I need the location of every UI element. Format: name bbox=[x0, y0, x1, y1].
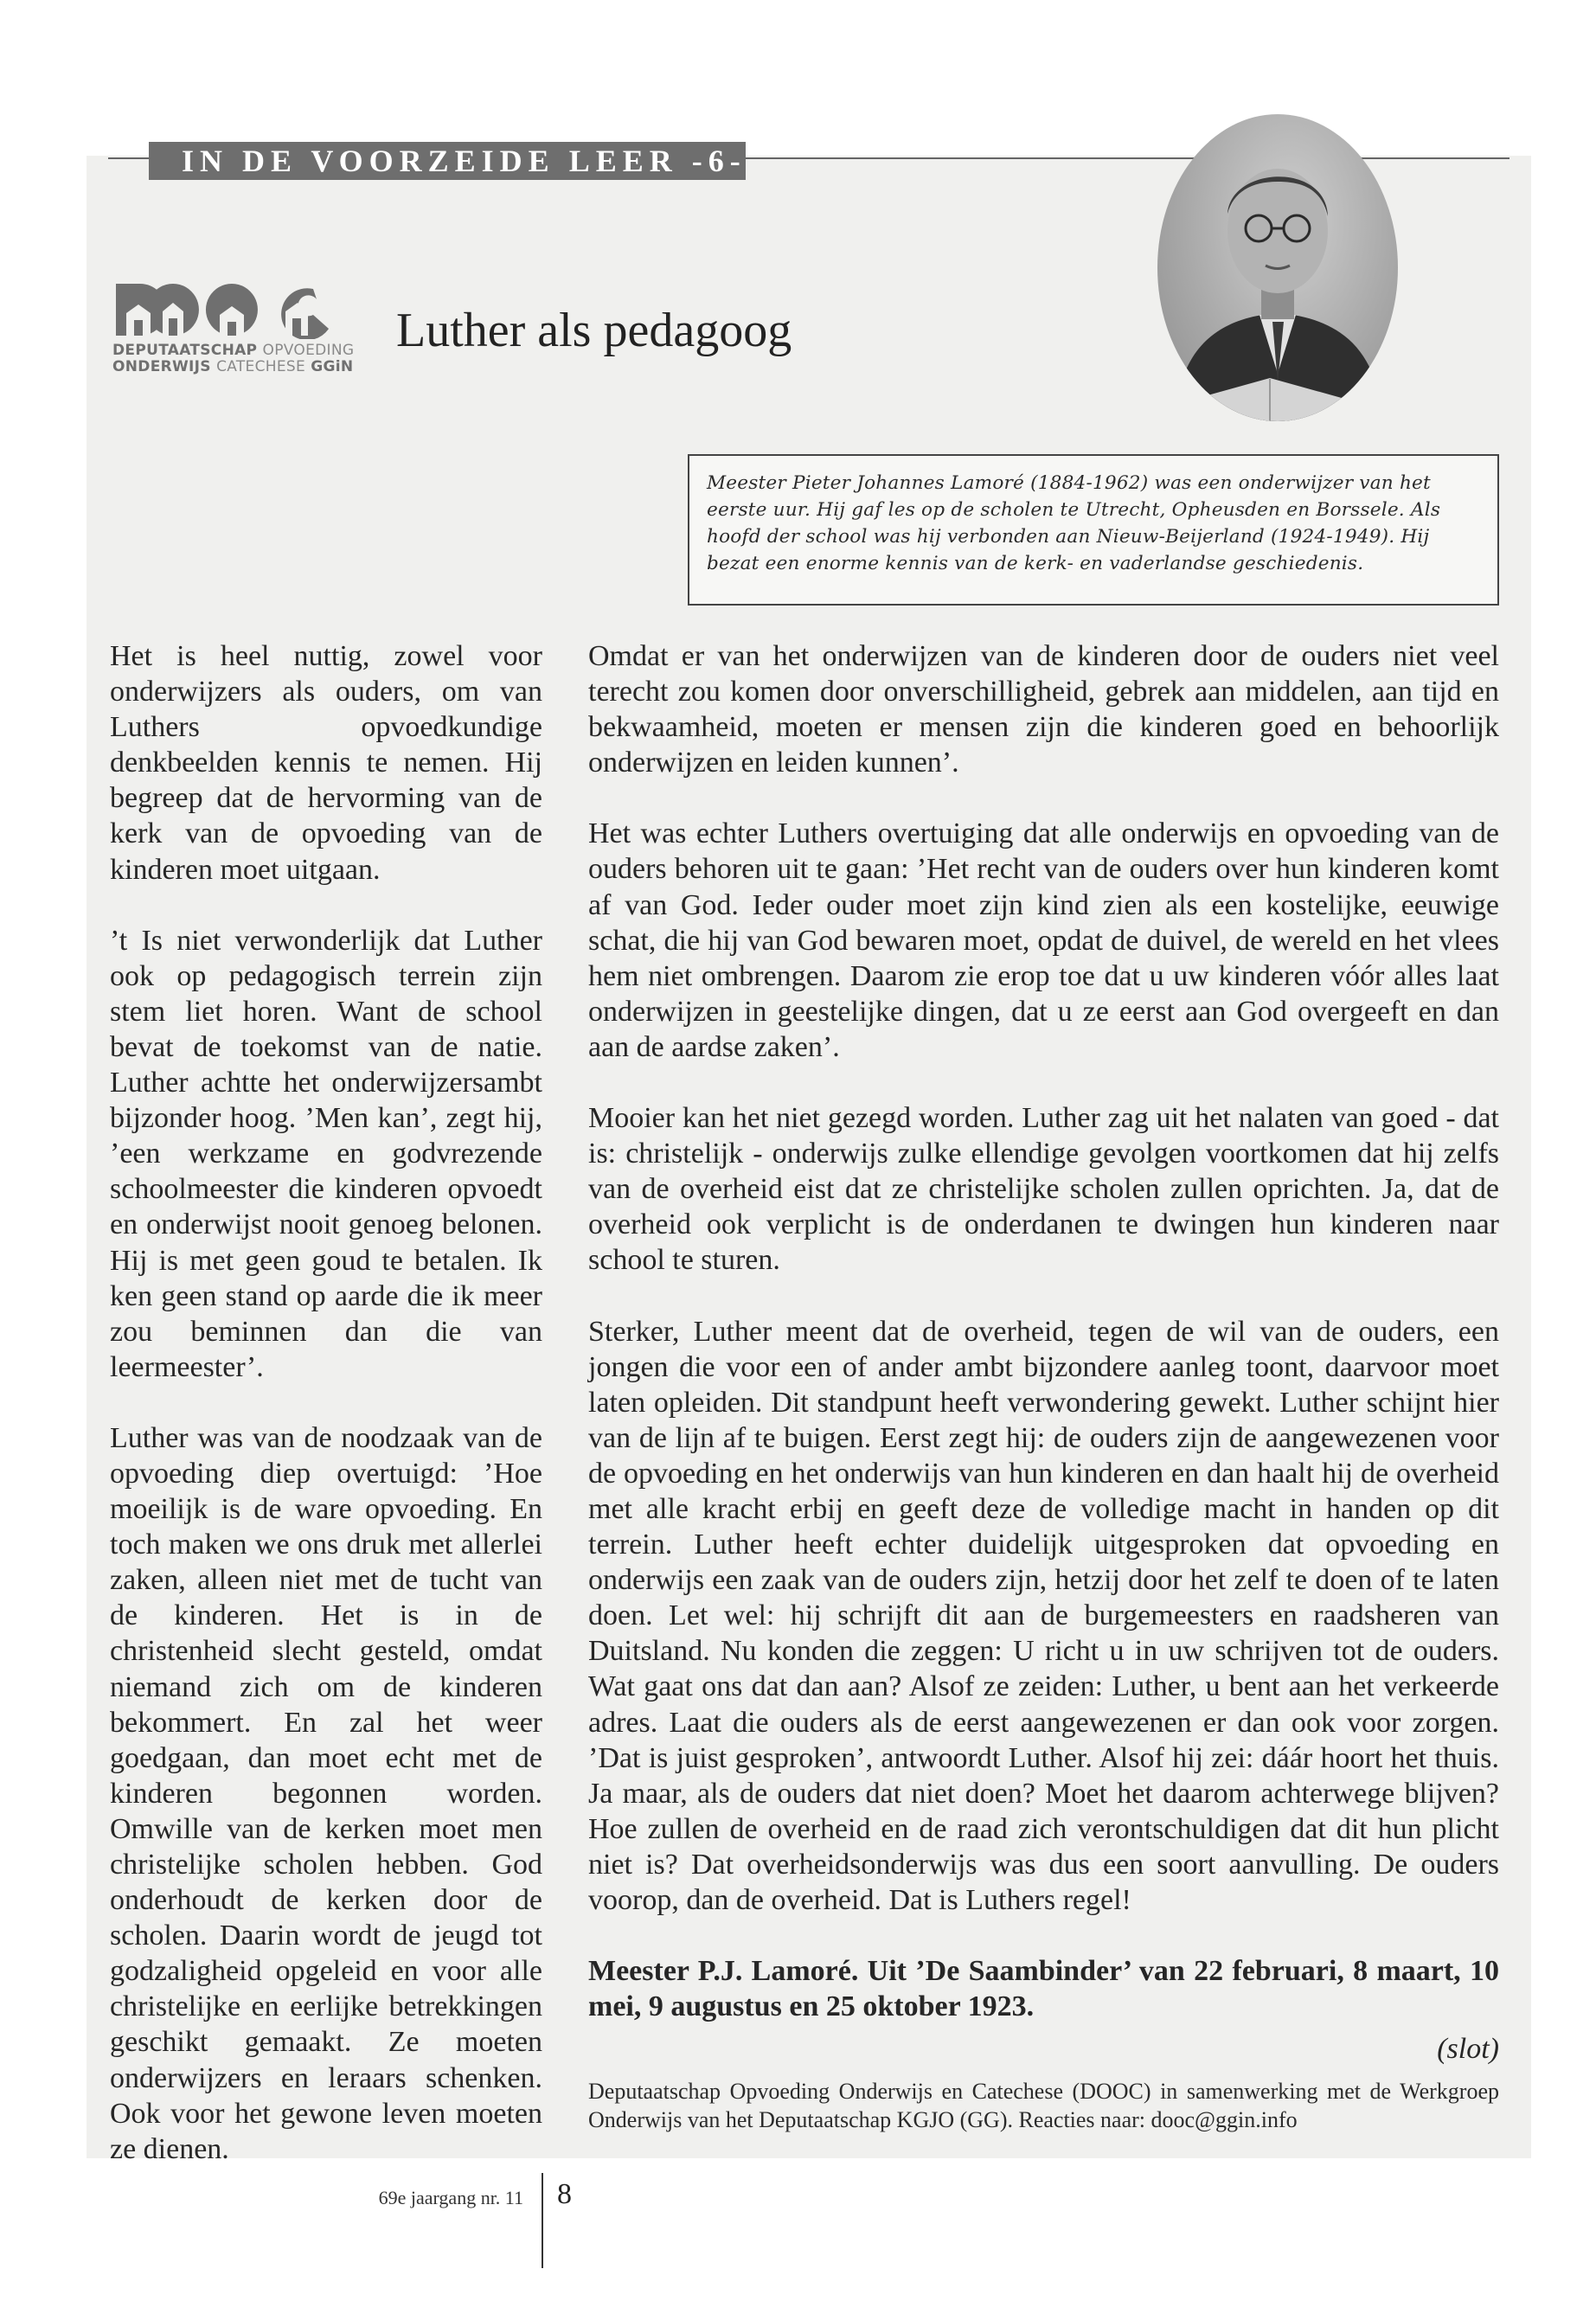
left-column bbox=[110, 638, 542, 2202]
left-paragraph-3: Luther was van de noodzaak van de opvoeding diep overtuigd: ’Hoe moeilijk is de ware opvoeding. En toch maken we ons druk met allerlei zaken, alleen niet met de tucht van de kinderen. Het is in de christenheid slecht gesteld, omdat niemand zich om de kinderen bekommert. En zal het weer goedgaan, dan moet echt met de kinderen begonnen worden. Omwille van de kerken moet men christelijke scholen hebben. God onderhoudt de kerken door de scholen. Daarin wordt de jeugd tot godzaligheid opgeleid en voor alle christelijke en eerlijke betrekkingen geschikt gemaakt. Ze moeten onderwijzers en leraars schenken. Ook voor het gewone leven moeten ze dienen. bbox=[110, 1421, 542, 2165]
footer-note: Deputaatschap Opvoeding Onderwijs en Catechese (DOOC) in samenwerking met de Werkgroep Onderwijs van het Deputaatschap KGJO (GG). Reacties naar: dooc@ggin.info bbox=[588, 2079, 1499, 2133]
section-label: IN DE VOORZEIDE LEER -6- bbox=[149, 142, 746, 180]
logo-text bbox=[112, 343, 355, 375]
dooc-logo bbox=[112, 277, 355, 394]
logo-line1-light: OPVOEDING bbox=[262, 342, 355, 359]
logo-line1-bold: DEPUTAATSCHAP bbox=[112, 342, 258, 359]
dooc-logo-mark bbox=[112, 277, 346, 339]
source-citation: Meester P.J. Lamoré. Uit ’De Saambinder’ van 22 februari, 8 maart, 10 mei, 9 augustus en 25 oktober 1923. bbox=[588, 1955, 1499, 2023]
left-paragraph-1: Het is heel nuttig, zowel voor onderwijzers als ouders, om van Luthers opvoedkundige denkbeelden kennis te nemen. Hij begreep dat de hervorming van de kerk van de opvoeding van de kinderen moet uitgaan. bbox=[110, 640, 542, 886]
logo-line2-light: CATECHESE bbox=[216, 358, 305, 375]
footer-divider bbox=[542, 2173, 543, 2268]
article-title: Luther als pedagoog bbox=[396, 304, 792, 357]
portrait-photo bbox=[1157, 114, 1398, 421]
slot-marker: (slot) bbox=[1437, 2033, 1499, 2066]
portrait-figure bbox=[1157, 114, 1398, 421]
logo-line2-tag: GGiN bbox=[311, 358, 354, 375]
right-paragraph-2: Het was echter Luthers overtuiging dat alle onderwijs en opvoeding van de ouders behoren uit te gaan: ’Het recht van de ouders over hun kinderen komt af van God. Ieder ouder moet zijn kind zien als een kostelijke, eeuwige schat, die hij van God bewaren moet, opdat de duivel, de wereld en het vlees hem niet ombrengen. Daarom zie erop toe dat u uw kinderen vóór alles laat onderwijzen in geestelijke dingen, dat u ze eerst aan God overgeeft en dan aan de aardse zaken’. bbox=[588, 817, 1499, 1063]
right-column bbox=[588, 638, 1499, 2170]
page-number: 8 bbox=[557, 2178, 572, 2210]
logo-line2-bold: ONDERWIJS bbox=[112, 358, 211, 375]
left-paragraph-2: ’t Is niet verwonderlijk dat Luther ook op pedagogisch terrein zijn stem liet horen. Want de school bevat de toekomst van de natie. Luther achtte het onderwijzersambt bijzonder hoog. ’Men kan’, zegt hij, ’een werkzame en godvrezende schoolmeester die kinderen opvoedt en onderwijst nooit genoeg belonen. Hij is met geen goud te betalen. Ik ken geen stand op aarde die ik meer zou beminnen dan die van leermeester’. bbox=[110, 924, 542, 1383]
right-paragraph-1: Omdat er van het onderwijzen van de kinderen door de ouders niet veel terecht zou komen door onverschilligheid, gebrek aan middelen, aan tijd en bekwaamheid, moeten er mensen zijn die kinderen goed en behoorlijk onderwijzen en leiden kunnen’. bbox=[588, 640, 1499, 779]
portrait-caption: Meester Pieter Johannes Lamoré (1884-1962) was een onderwijzer van het eerste uur. Hij gaf les op de scholen te Utrecht, Opheusden en Borssele. Als hoofd der school was hij verbonden aan Nieuw-Beijerland (1924-1949). Hij bezat een enorme kennis van de kerk- en vaderlandse geschiedenis. bbox=[688, 454, 1499, 606]
right-paragraph-4: Sterker, Luther meent dat de overheid, tegen de wil van de ouders, een jongen die voor een of ander ambt bijzondere aanleg toont, daarvoor moet laten opleiden. Dit standpunt heeft verwondering gewekt. Luther schijnt hier van de lijn af te buigen. Eerst zegt hij: de ouders zijn de aangewezenen voor de opvoeding en het onderwijs van hun kinderen en dan haalt hij de overheid met alle kracht erbij en geeft deze de volledige macht in handen op dit terrein. Luther heeft echter duidelijk uitgesproken dat opvoeding en onderwijs een zaak van de ouders zijn, hetzij door het zelf te doen of te laten doen. Let wel: hij schrijft dit aan de burgemeesters en raadsheren van Duitsland. Nu konden die zeggen: U richt u in uw schrijven tot de ouders. Wat gaat ons dat dan aan? Alsof ze zeiden: Luther, u bent aan het verkeerde adres. Laat die ouders als de eerst aangewezenen er dan ook voor zorgen. ’Dat is juist gesproken’, antwoordt Luther. Alsof hij zei: dáár hoort het thuis. Ja maar, als de ouders dat niet doen? Moet het daarom achterwege blijven? Hoe zullen de overheid en de raad zich verontschuldigen dat dit hun plicht niet is? Dat overheidsonderwijs was dus een soort aanvulling. De ouders voorop, dan de overheid. Dat is Luthers regel! bbox=[588, 1315, 1499, 1916]
right-paragraph-3: Mooier kan het niet gezegd worden. Luther zag uit het nalaten van goed - dat is: christelijk - onderwijs zulke ellendige gevolgen voortkomen dat hij zelfs van de overheid eist dat ze christelijke scholen zullen oprichten. Ja, dat de overheid ook verplicht is de onderdanen te dwingen hun kinderen naar school te sturen. bbox=[588, 1102, 1499, 1277]
issue-info: 69e jaargang nr. 11 bbox=[378, 2187, 523, 2208]
